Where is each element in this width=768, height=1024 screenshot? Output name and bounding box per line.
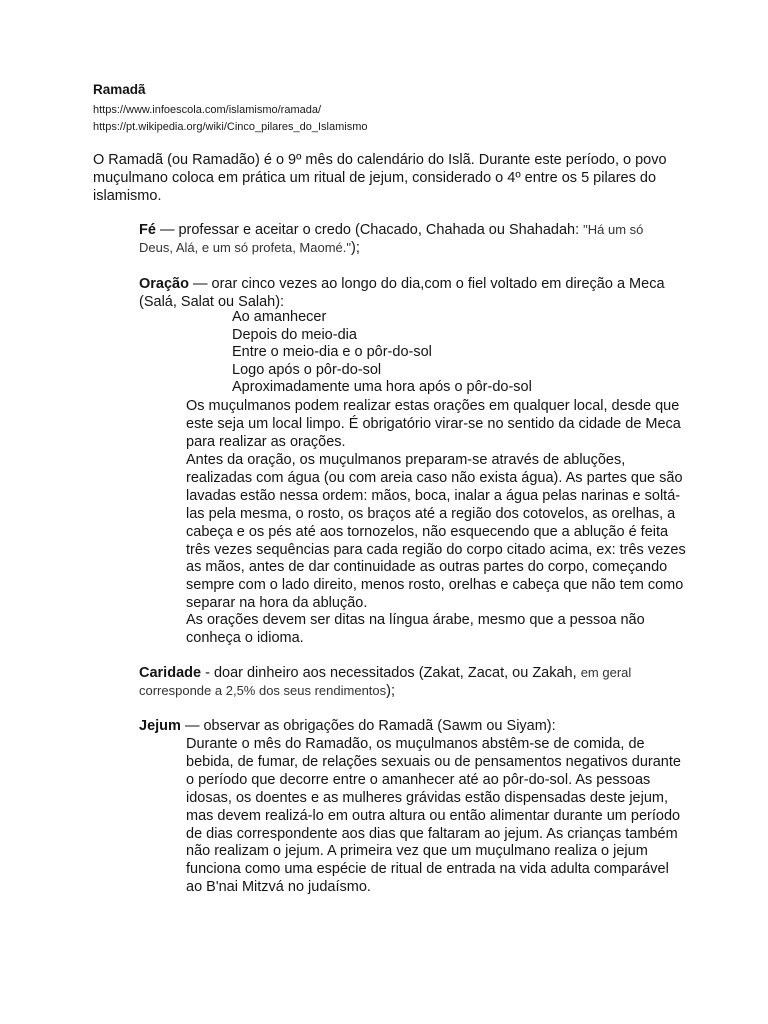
oracao-paragraph-language: As orações devem ser ditas na língua árabe, mesmo que a pessoa não conheça o idioma. — [186, 612, 645, 646]
pillar-fe-quote: "Há um só Deus, Alá, e um só profeta, Maomé." — [139, 222, 644, 255]
pillar-fe — [139, 221, 679, 257]
pillar-caridade-text: - doar dinheiro aos necessitados (Zakat, Zacat, ou Zakah, — [201, 665, 581, 681]
pillar-jejum-text: — observar as obrigações do Ramadã (Sawm ou Siyam): — [180, 718, 556, 734]
oracao-paragraph-location: Os muçulmanos podem realizar estas orações em qualquer local, desde que este seja um local limpo. É obrigatório virar-se no sentido da cidade de Meca para realizar as orações. — [186, 398, 681, 450]
prayer-time-item: Aproximadamente uma hora após o pôr-do-sol — [232, 379, 532, 395]
prayer-time-item: Ao amanhecer — [232, 309, 327, 325]
pillar-oracao-text: — orar cinco vezes ao longo do dia,com o fiel voltado em direção a Meca (Salá, Salat ou Salah): — [139, 276, 665, 310]
prayer-time-item: Entre o meio-dia e o pôr-do-sol — [232, 344, 432, 360]
pillar-fe-text: — professar e aceitar o credo (Chacado, Chahada ou Shahadah: — [155, 222, 584, 238]
prayer-time-item: Depois do meio-dia — [232, 326, 357, 343]
source-link-wikipedia[interactable]: https://pt.wikipedia.org/wiki/Cinco_pilares_do_Islamismo — [93, 121, 368, 133]
pillar-caridade-end: ); — [386, 683, 396, 699]
jejum-paragraph: Durante o mês do Ramadão, os muçulmanos abstêm-se de comida, de bebida, de fumar, de relações sexuais ou de pensamentos negativos durante o período que decorre entre o amanhecer até ao pôr-do-sol. As pessoas idosas, os doentes e as mulheres grávidas estão dispensadas deste jejum, mas devem realizá-lo em outra altura ou então alimentar durante um período de dias correspondente aos dias que faltaram ao jejum. As crianças também não realizam o jejum. A primeira vez que um muçulmano realiza o jejum funciona como uma espécie de ritual de entrada na vida adulta comparável ao B'nai Mitzvá no judaísmo. — [186, 736, 681, 896]
pillar-fe-term: Fé — [139, 222, 156, 238]
document-title: Ramadã — [93, 82, 146, 97]
pillar-oracao-term: Oração — [139, 276, 189, 292]
pillar-jejum-term: Jejum — [139, 718, 181, 734]
pillar-fe-end: ); — [351, 240, 360, 256]
prayer-times-list — [232, 309, 532, 397]
intro-paragraph: O Ramadã (ou Ramadão) é o 9º mês do calendário do Islã. Durante este período, o povo muçulmano coloca em prática um ritual de jejum, considerado o 4º entre os 5 pilares do islamismo. — [93, 152, 667, 204]
pillar-jejum — [139, 717, 679, 735]
pillar-caridade-quote: em geral corresponde a 2,5% dos seus rendimentos — [139, 665, 632, 698]
prayer-time-item: Logo após o pôr-do-sol — [232, 361, 382, 378]
pillar-caridade — [139, 664, 679, 700]
pillar-oracao — [139, 275, 679, 311]
source-link-infoescola[interactable]: https://www.infoescola.com/islamismo/ramada/ — [93, 104, 322, 116]
oracao-paragraph-ablution: Antes da oração, os muçulmanos preparam-se através de abluções, realizadas com água (ou com areia caso não exista água). As partes que são lavadas estão nessa ordem: mãos, boca, inalar a água pelas narinas e soltá-las pela mesma, o rosto, os braços até a região dos cotovelos, as orelhas, a cabeça e os pés até aos tornozelos, não esquecendo que a ablução é feita três vezes sequências para cada região do corpo citado acima, ex: três vezes as mãos, antes de dar continuidade as outras partes do corpo, começando sempre com o lado direito, menos rosto, orelhas e cabeça que não tem como separar na hora da ablução. — [186, 452, 686, 612]
pillar-caridade-term: Caridade — [139, 665, 202, 681]
